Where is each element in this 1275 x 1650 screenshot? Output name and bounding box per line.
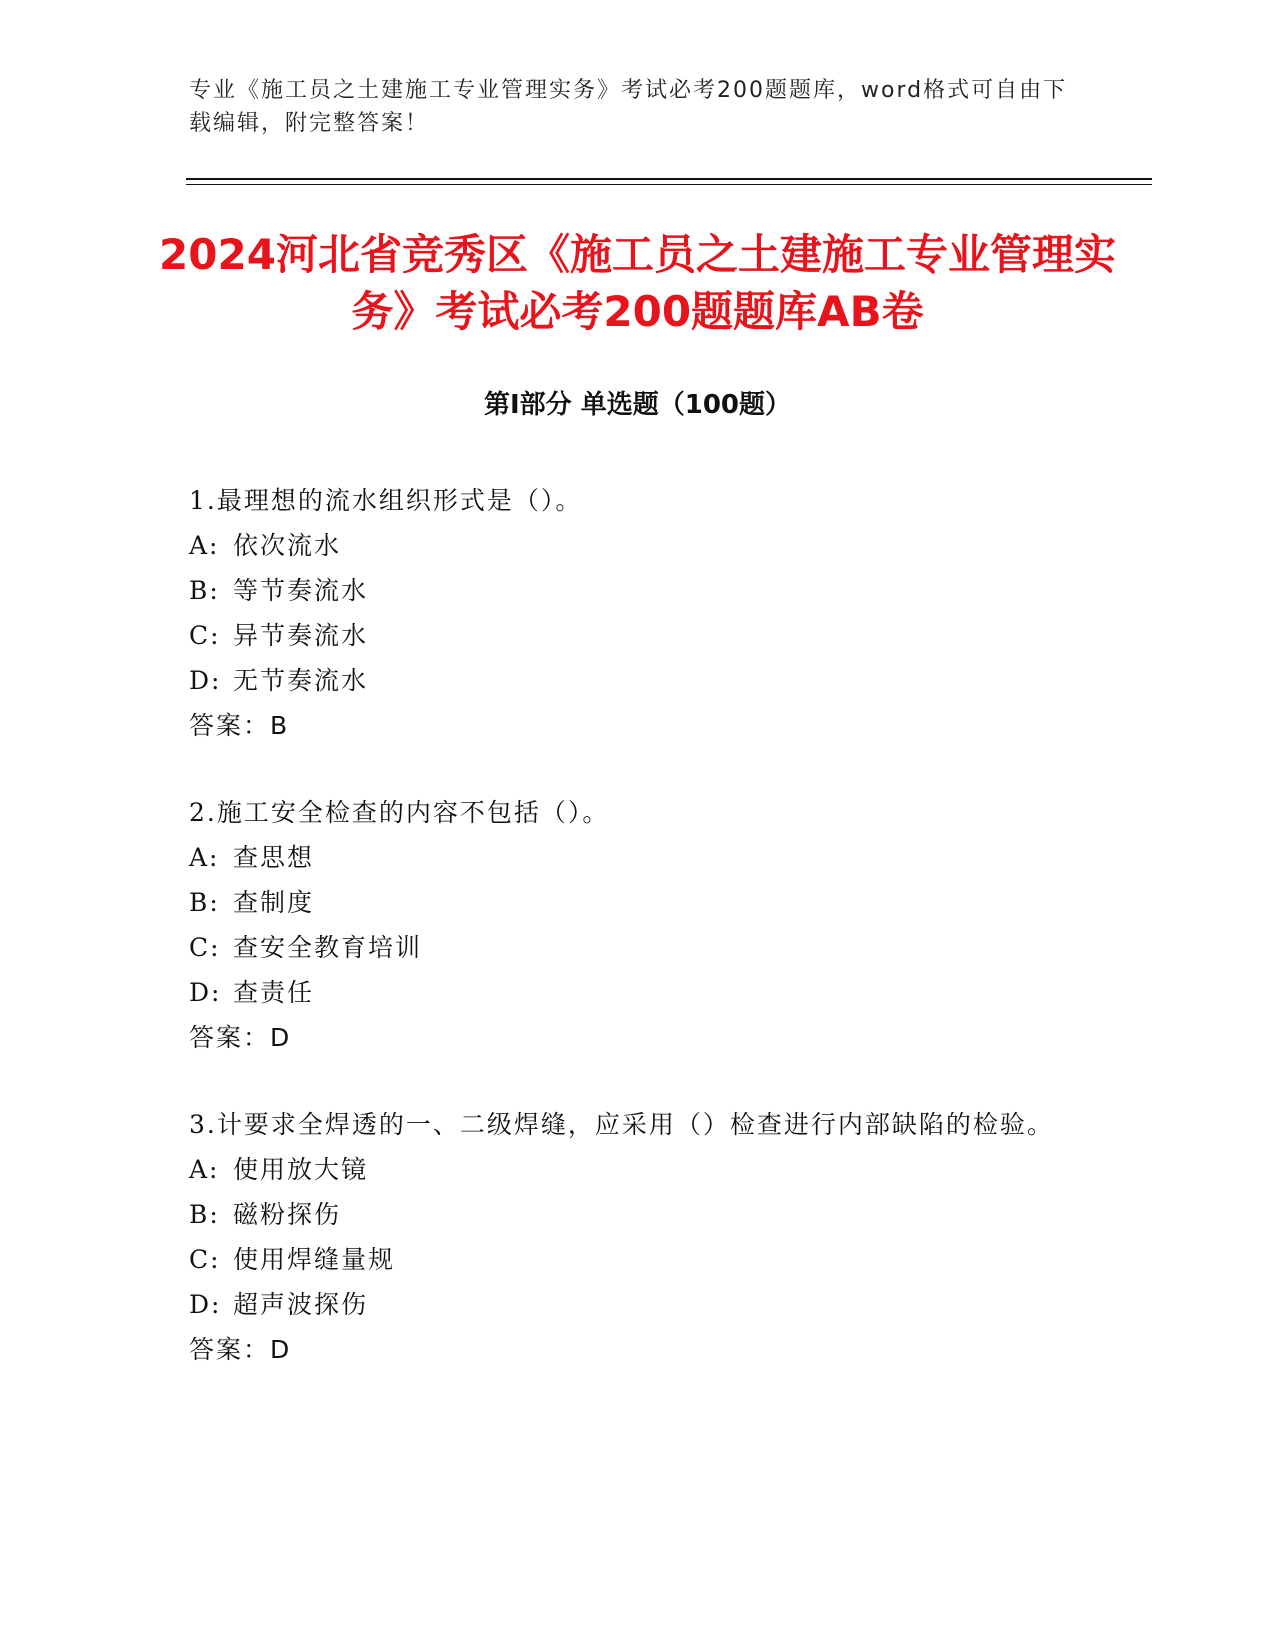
header-note: 专业《施工员之土建施工专业管理实务》考试必考200题题库，word格式可自由下载编辑，附完整答案！ xyxy=(189,78,1068,136)
option-text: 异节奏流水 xyxy=(233,621,369,650)
question-2 xyxy=(189,790,1069,1060)
option-text: 等节奏流水 xyxy=(233,576,369,605)
option-text: 超声波探伤 xyxy=(233,1290,369,1319)
option-text: 无节奏流水 xyxy=(233,666,369,695)
option-text: 查制度 xyxy=(233,888,315,917)
option-text: 磁粉探伤 xyxy=(233,1200,342,1229)
option-text: 查责任 xyxy=(233,978,315,1007)
question-list xyxy=(189,478,1069,1414)
option-key: D: xyxy=(189,978,222,1007)
option-key: B: xyxy=(189,1200,220,1229)
document-title: 2024河北省竞秀区《施工员之土建施工专业管理实务》考试必考200题题库AB卷 xyxy=(159,230,1116,336)
option-c xyxy=(189,1237,1069,1282)
question-stem: 3.计要求全焊透的一、二级焊缝，应采用（）检查进行内部缺陷的检验。 xyxy=(189,1110,1054,1139)
option-b xyxy=(189,1192,1069,1237)
option-key: B: xyxy=(189,888,220,917)
option-key: C: xyxy=(189,621,221,650)
option-key: D: xyxy=(189,666,222,695)
option-text: 查思想 xyxy=(233,843,315,872)
option-key: D: xyxy=(189,1290,222,1319)
answer: 答案：B xyxy=(189,711,290,740)
option-key: C: xyxy=(189,1245,221,1274)
option-c xyxy=(189,925,1069,970)
option-a xyxy=(189,523,1069,568)
option-b xyxy=(189,880,1069,925)
section-title: 第Ⅰ部分 单选题（100题） xyxy=(484,390,791,420)
option-text: 使用放大镜 xyxy=(233,1155,369,1184)
question-stem: 1.最理想的流水组织形式是（）。 xyxy=(189,486,583,515)
option-key: A: xyxy=(189,843,220,872)
option-d xyxy=(189,1282,1069,1327)
header-divider-thin xyxy=(186,184,1152,185)
option-text: 查安全教育培训 xyxy=(233,933,423,962)
option-key: C: xyxy=(189,933,221,962)
option-key: A: xyxy=(189,1155,220,1184)
option-d xyxy=(189,658,1069,703)
option-text: 依次流水 xyxy=(233,531,342,560)
answer: 答案：D xyxy=(189,1335,292,1364)
option-key: B: xyxy=(189,576,220,605)
question-stem: 2.施工安全检查的内容不包括（）。 xyxy=(189,798,610,827)
option-text: 使用焊缝量规 xyxy=(233,1245,396,1274)
question-3 xyxy=(189,1102,1069,1372)
option-c xyxy=(189,613,1069,658)
option-d xyxy=(189,970,1069,1015)
option-b xyxy=(189,568,1069,613)
option-key: A: xyxy=(189,531,220,560)
option-a xyxy=(189,1147,1069,1192)
header-divider xyxy=(186,178,1152,180)
answer: 答案：D xyxy=(189,1023,292,1052)
question-1 xyxy=(189,478,1069,748)
option-a xyxy=(189,835,1069,880)
